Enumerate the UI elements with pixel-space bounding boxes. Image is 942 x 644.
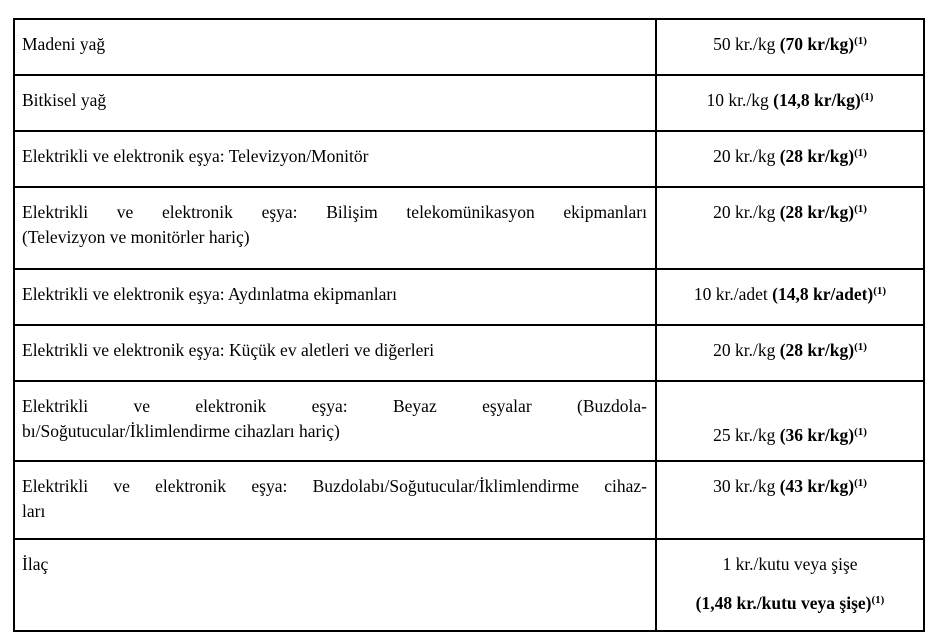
price-bold-text: (28 kr/kg) xyxy=(779,146,855,166)
table-row xyxy=(14,131,924,187)
item-line: bı/Soğutucular/İklimlendirme cihazları hariç) xyxy=(22,421,340,441)
price-bold-text: (43 kr/kg) xyxy=(779,476,855,496)
table-row xyxy=(14,269,924,325)
footnote-ref: (1) xyxy=(854,203,867,215)
item-cell: Elektrikli ve elektronik eşya: Aydınlatma ekipmanları xyxy=(14,269,656,325)
item-line: Elektrikli ve elektronik eşya: Beyaz eşyalar (Buzdola- xyxy=(22,396,647,416)
price-text: 10 kr./kg xyxy=(706,90,774,110)
table-row xyxy=(14,187,924,269)
item-line: Elektrikli ve elektronik eşya: Buzdolabı/Soğutucular/İklimlendirme cihaz- xyxy=(22,476,647,496)
price-text: 1 kr./kutu veya şişe xyxy=(722,554,858,574)
item-cell: Elektrikli ve elektronik eşya: Televizyon/Monitör xyxy=(14,131,656,187)
price-bold-text: (1,48 kr./kutu veya şişe) xyxy=(695,593,872,613)
price-bold-text: (28 kr/kg) xyxy=(779,340,855,360)
item-cell xyxy=(14,187,656,269)
price-text: 20 kr./kg xyxy=(713,202,780,222)
table-row xyxy=(14,461,924,539)
price-cell xyxy=(656,325,924,381)
price-bold-text: (14,8 kr/kg) xyxy=(773,90,861,110)
table-row xyxy=(14,19,924,75)
item-line: (Televizyon ve monitörler hariç) xyxy=(22,227,250,247)
price-text: 50 kr./kg xyxy=(713,34,780,54)
item-cell: Bitkisel yağ xyxy=(14,75,656,131)
footnote-ref: (1) xyxy=(873,285,887,297)
price-bold-text: (36 kr/kg) xyxy=(779,425,855,445)
item-line: Elektrikli ve elektronik eşya: Bilişim telekomünikasyon ekipmanları xyxy=(22,202,647,222)
price-cell xyxy=(656,381,924,461)
footnote-ref: (1) xyxy=(854,147,867,159)
price-bold-text: (14,8 kr/adet) xyxy=(772,284,874,304)
price-cell xyxy=(656,187,924,269)
price-bold-text: (28 kr/kg) xyxy=(779,202,855,222)
item-cell: İlaç xyxy=(14,539,656,631)
table-row xyxy=(14,75,924,131)
price-cell xyxy=(656,269,924,325)
item-cell: Elektrikli ve elektronik eşya: Küçük ev aletleri ve diğerleri xyxy=(14,325,656,381)
price-line xyxy=(657,591,923,616)
footnote-ref: (1) xyxy=(860,91,874,103)
price-cell xyxy=(656,461,924,539)
price-cell xyxy=(656,75,924,131)
footnote-ref: (1) xyxy=(854,426,867,438)
item-cell xyxy=(14,461,656,539)
price-text: 10 kr./adet xyxy=(693,284,773,304)
price-cell xyxy=(656,131,924,187)
item-cell: Madeni yağ xyxy=(14,19,656,75)
item-line: ları xyxy=(22,501,46,521)
price-text: 30 kr./kg xyxy=(713,476,780,496)
price-text: 25 kr./kg xyxy=(713,425,780,445)
footnote-ref: (1) xyxy=(854,477,867,489)
table-row xyxy=(14,381,924,461)
price-cell xyxy=(656,19,924,75)
table-row xyxy=(14,325,924,381)
price-text: 20 kr./kg xyxy=(713,146,780,166)
table-row xyxy=(14,539,924,631)
footnote-ref: (1) xyxy=(854,341,867,353)
fee-table xyxy=(13,18,925,632)
price-cell xyxy=(656,539,924,631)
footnote-ref: (1) xyxy=(871,594,885,606)
price-text: 20 kr./kg xyxy=(713,340,780,360)
price-bold-text: (70 kr/kg) xyxy=(779,34,855,54)
item-cell xyxy=(14,381,656,461)
footnote-ref: (1) xyxy=(854,35,867,47)
